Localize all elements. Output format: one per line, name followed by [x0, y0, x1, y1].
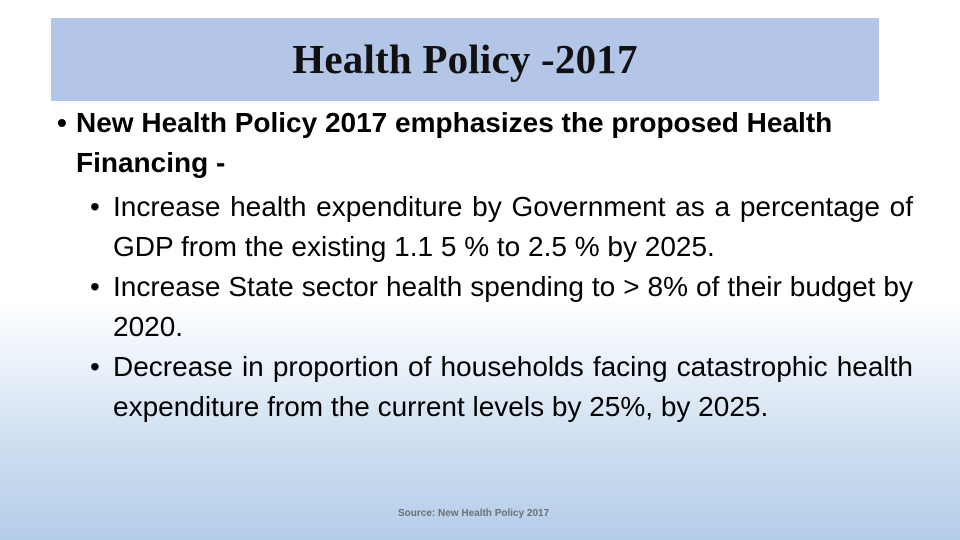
bullet-marker: •	[90, 351, 100, 382]
bullet-marker: •	[90, 271, 100, 302]
sub-bullet-text: Decrease in proportion of households facing catastrophic health expenditure from the current levels by 25%, by 2025.	[113, 351, 913, 422]
sub-bullet-item	[90, 267, 913, 347]
title-banner	[51, 18, 879, 101]
sub-bullet-text: Increase health expenditure by Government as a percentage of GDP from the existing 1.1 5 % to 2.5 % by 2025.	[113, 191, 913, 262]
bullet-marker: •	[90, 191, 100, 222]
sub-bullet-item	[90, 187, 913, 267]
slide-title: Health Policy -2017	[292, 36, 638, 82]
main-bullet	[57, 103, 857, 183]
sub-bullet-item	[90, 347, 913, 427]
sub-bullet-list	[90, 187, 913, 427]
sub-bullet-text: Increase State sector health spending to > 8% of their budget by 2020.	[113, 271, 913, 342]
bullet-marker: •	[57, 107, 67, 138]
source-note: Source: New Health Policy 2017	[398, 508, 550, 519]
main-bullet-text: New Health Policy 2017 emphasizes the proposed Health Financing -	[76, 107, 833, 178]
